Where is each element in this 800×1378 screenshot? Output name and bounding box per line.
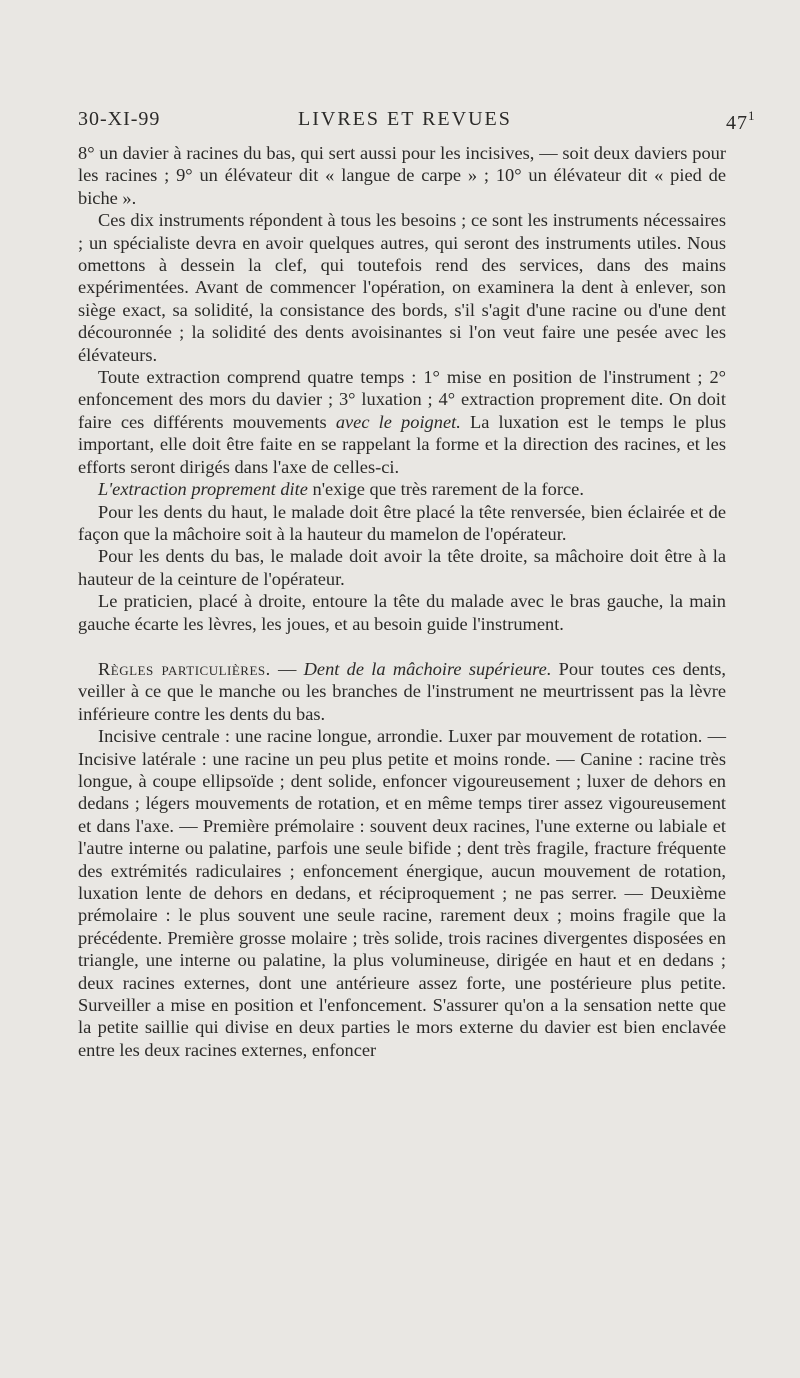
paragraph-lower-teeth-position: Pour les dents du bas, le malade doit avoir la tête droite, sa mâchoire doit être à la hauteur de la ceinture de l'opérateur. bbox=[78, 546, 726, 589]
section-gap bbox=[78, 635, 726, 658]
paragraph-special-rules: Règles particulières. — Dent de la mâchoire supérieure. Pour toutes ces dents, veiller à ce que le manche ou les branches de l'instrument ne meurtrissent pas la lèvre inférieure contre les dents du bas. bbox=[78, 658, 726, 724]
running-header: 30-XI-99 LIVRES ET REVUES $47^1$ bbox=[78, 108, 756, 134]
paragraph-practitioner-position: Le praticien, placé à droite, entoure la tête du malade avec le bras gauche, la main gauche écarte les lèvres, les joues, et au besoin guide l'instrument. bbox=[78, 591, 726, 634]
header-date: 30-XI-99 bbox=[78, 108, 161, 130]
paragraph-extraction-force: L'extraction proprement dite n'exige que très rarement de la force. bbox=[98, 479, 584, 500]
paragraph-extraction-steps: Toute extraction comprend quatre temps : 1° mise en position de l'instrument ; 2° enfoncement des mors du davier ; 3° luxation ; 4° extraction proprement dite. On doit faire ces différents mouvements avec le poignet. La luxation est le temps le plus important, elle doit être faite en se rappelant la forme et la direction des racines, et les efforts seront dirigés dans l'axe de celles-ci. bbox=[78, 367, 727, 477]
paragraph-teeth-details: Incisive centrale : une racine longue, arrondie. Luxer par mouvement de rotation. — Incisive latérale : une racine un peu plus petite et moins ronde. — Canine : racine très longue, à coupe ellipsoïde ; dent solide, enfoncer vigoureusement ; luxer de dehors en dedans ; légers mouvements de rotation, et en même temps tirer assez vigoureusement et dans l'axe. — Première prémolaire : souvent deux racines, l'une externe ou labiale et l'autre interne ou palatine, parfois une seule bifide ; dent très fragile, fracture fréquente des extrémités radiculaires ; enfoncement énergique, aucun mouvement de rotation, luxation lente de dehors en dedans, et réciproquement ; ne pas serrer. — Deuxième prémolaire : le plus souvent une seule racine, rarement deux ; moins fragile que la précédente. Première grosse molaire ; très solide, trois racines divergentes disposées en triangle, une interne ou palatine, la plus volumineuse, dirigée en haut et en dedans ; deux racines externes, dont une antérieure assez forte, une postérieure plus petite. Surveiller a mise en position et l'enfoncement. S'assurer qu'on a la sensation nette que la petite saillie qui divise en deux parties le mors externe du davier est bien enclavée entre les deux racines externes, enfoncer bbox=[78, 726, 726, 1060]
paragraph-instruments-necessary: Ces dix instruments répondent à tous les besoins ; ce sont les instruments nécessaires ; un spécialiste devra en avoir quelques autres, qui seront des instruments utiles. Nous omettons à dessein la clef, qui toutefois rend des services, dans des mains expérimentées. Avant de commencer l'opération, on examinera la dent à enlever, son siège exact, sa solidité, la consistance des bords, s'il s'agit d'une racine ou d'une dent découronnée ; la solidité des dents avoisinantes si l'on veut faire une pesée avec les élévateurs. bbox=[78, 210, 726, 365]
paragraph-instruments-list: 8° un davier à racines du bas, qui sert aussi pour les incisives, — soit deux daviers pour les racines ; 9° un élévateur dit « langue de carpe » ; 10° un élévateur dit « pied de biche ». bbox=[78, 143, 726, 208]
page-body bbox=[78, 142, 726, 1061]
header-title: LIVRES ET REVUES bbox=[298, 108, 512, 130]
paragraph-upper-teeth-position: Pour les dents du haut, le malade doit être placé la tête renversée, bien éclairée et de façon que la mâchoire soit à la hauteur du mamelon de l'opérateur. bbox=[78, 501, 726, 544]
section-heading: Règles particulières. bbox=[98, 658, 271, 679]
